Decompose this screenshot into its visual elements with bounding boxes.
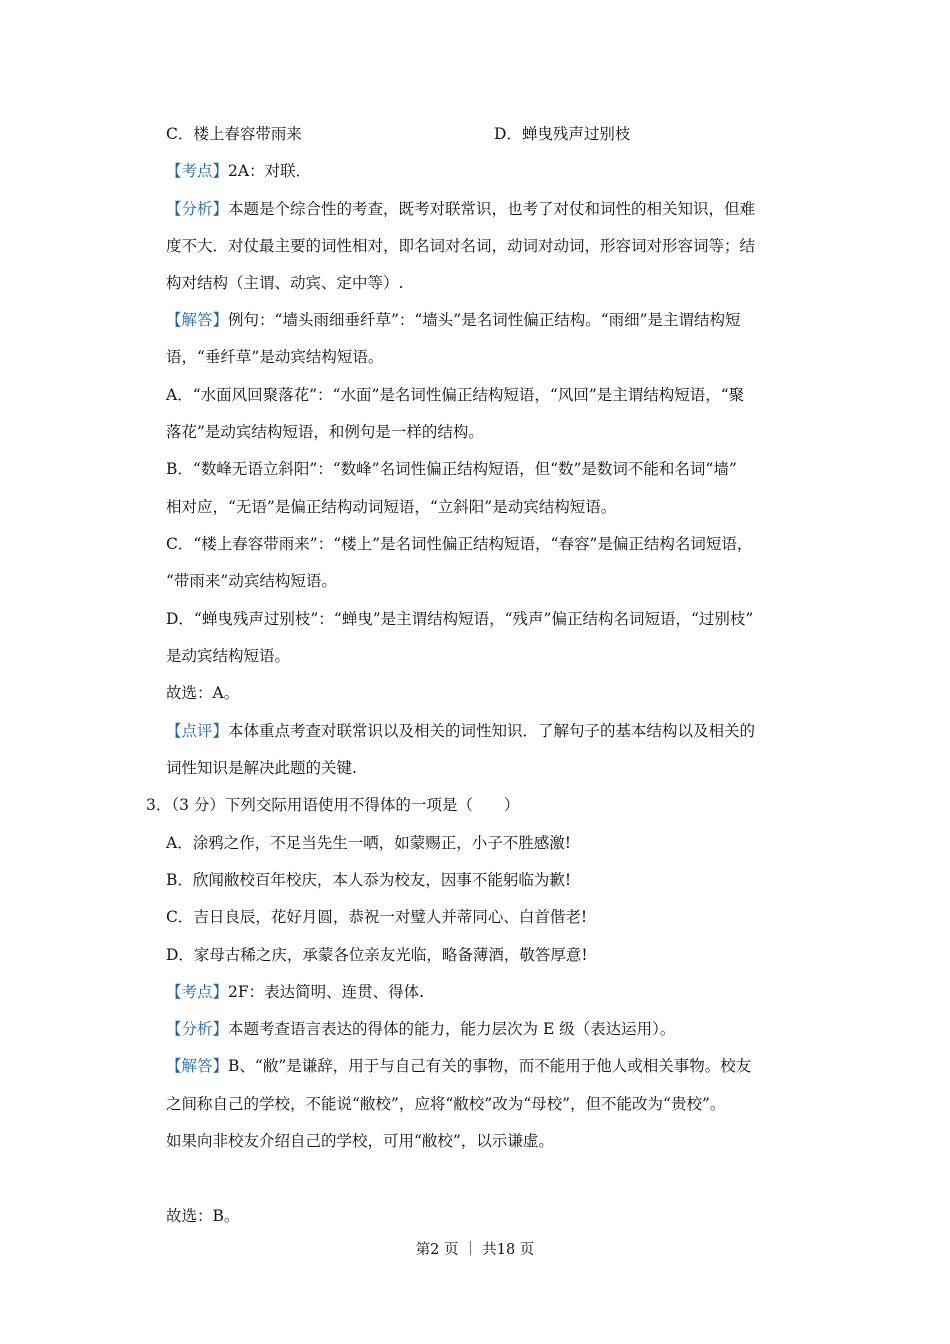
q3-option-d: D．家母古稀之庆，承蒙各位亲友光临，略备薄酒，敬答厚意! bbox=[166, 946, 588, 964]
q2-option-d: D．蝉曳残声过别枝 bbox=[494, 125, 631, 143]
q2-jieda-d2: 是动宾结构短语。 bbox=[166, 647, 291, 665]
q2-jieda-c1: C．“楼上春容带雨来”：“楼上”是名词性偏正结构短语，“春容”是偏正结构名词短语， bbox=[166, 535, 753, 553]
q3-kaodian bbox=[166, 982, 424, 1002]
q2-jieda-c2: “带雨来”动宾结构短语。 bbox=[166, 572, 337, 590]
q2-option-c: C．楼上春容带雨来 bbox=[166, 125, 302, 143]
q2-jieda-line1 bbox=[166, 310, 741, 330]
q2-fenxi-line1 bbox=[166, 199, 755, 219]
q2-kaodian bbox=[166, 161, 311, 181]
q2-jieda-b1: B．“数峰无语立斜阳”：“数峰”名词性偏正结构短语，但“数”是数词不能和名词“墙” bbox=[166, 460, 737, 478]
q3-jieda-line3: 如果向非校友介绍自己的学校，可用“敝校”，以示谦虚。 bbox=[166, 1132, 554, 1150]
q2-jieda-a1: A．“水面风回聚落花”：“水面”是名词性偏正结构短语，“风回”是主谓结构短语，“聚 bbox=[166, 386, 745, 404]
fenxi-text: 本题考查语言表达的得体的能力，能力层次为 E 级（表达运用）。 bbox=[228, 1020, 676, 1038]
q2-dianping-line2: 词性知识是解决此题的关键. bbox=[166, 759, 357, 777]
q2-jieda-line2: 语，“垂纤草”是动宾结构短语。 bbox=[166, 348, 384, 366]
q3-option-a: A．涂鸦之作，不足当先生一哂，如蒙赐正，小子不胜感激! bbox=[166, 834, 571, 852]
fenxi-tag: 【分析】 bbox=[166, 200, 229, 218]
jieda-tag: 【解答】 bbox=[166, 311, 229, 329]
jieda-text: B、“敝”是谦辞，用于与自己有关的事物，而不能用于他人或相关事物。校友 bbox=[228, 1057, 752, 1075]
dianping-tag: 【点评】 bbox=[166, 722, 229, 740]
jieda-tag: 【解答】 bbox=[166, 1057, 229, 1075]
kaodian-text: 2F：表达简明、连贯、得体. bbox=[228, 983, 425, 1001]
q3-option-c: C．吉日良辰，花好月圆，恭祝一对璧人并蒂同心、白首偕老! bbox=[166, 908, 588, 926]
kaodian-tag: 【考点】 bbox=[166, 983, 229, 1001]
fenxi-tag: 【分析】 bbox=[166, 1020, 229, 1038]
kaodian-tag: 【考点】 bbox=[166, 162, 229, 180]
q3-option-b: B．欣闻敝校百年校庆，本人忝为校友，因事不能躬临为歉! bbox=[166, 871, 572, 889]
jieda-text: 例句：“墙头雨细垂纤草”：“墙头”是名词性偏正结构。“雨细”是主谓结构短 bbox=[228, 311, 741, 329]
q3-jieda-line1 bbox=[166, 1056, 751, 1076]
fenxi-text: 本题是个综合性的考查，既考对联常识，也考了对仗和词性的相关知识，但难 bbox=[228, 200, 756, 218]
q2-jieda-b2: 相对应，“无语”是偏正结构动词短语，“立斜阳”是动宾结构短语。 bbox=[166, 498, 617, 516]
q3-answer: 故选：B。 bbox=[166, 1207, 240, 1225]
q2-fenxi-line2: 度不大．对仗最主要的词性相对，即名词对名词，动词对动词，形容词对形容词等；结 bbox=[166, 237, 756, 255]
dianping-text: 本体重点考查对联常识以及相关的词性知识．了解句子的基本结构以及相关的 bbox=[228, 722, 756, 740]
q3-stem: 3．（3 分）下列交际用语使用不得体的一项是（ ） bbox=[146, 796, 520, 814]
page-footer: 第2 页 ｜ 共18 页 bbox=[415, 1242, 535, 1258]
q2-answer: 故选：A。 bbox=[166, 684, 240, 702]
q2-fenxi-line3: 构对结构（主谓、动宾、定中等）. bbox=[166, 274, 404, 292]
q3-jieda-line2: 之间称自己的学校，不能说“敝校”，应将“敝校”改为“母校”，但不能改为“贵校”。 bbox=[166, 1095, 726, 1113]
q2-jieda-a2: 落花”是动宾结构短语，和例句是一样的结构。 bbox=[166, 423, 484, 441]
q2-jieda-d1: D．“蝉曳残声过别枝”：“蝉曳”是主谓结构短语，“残声”偏正结构名词短语，“过别枝” bbox=[166, 610, 754, 628]
q3-fenxi bbox=[166, 1019, 675, 1039]
q2-dianping-line1 bbox=[166, 721, 755, 741]
kaodian-text: 2A：对联． bbox=[228, 162, 312, 180]
